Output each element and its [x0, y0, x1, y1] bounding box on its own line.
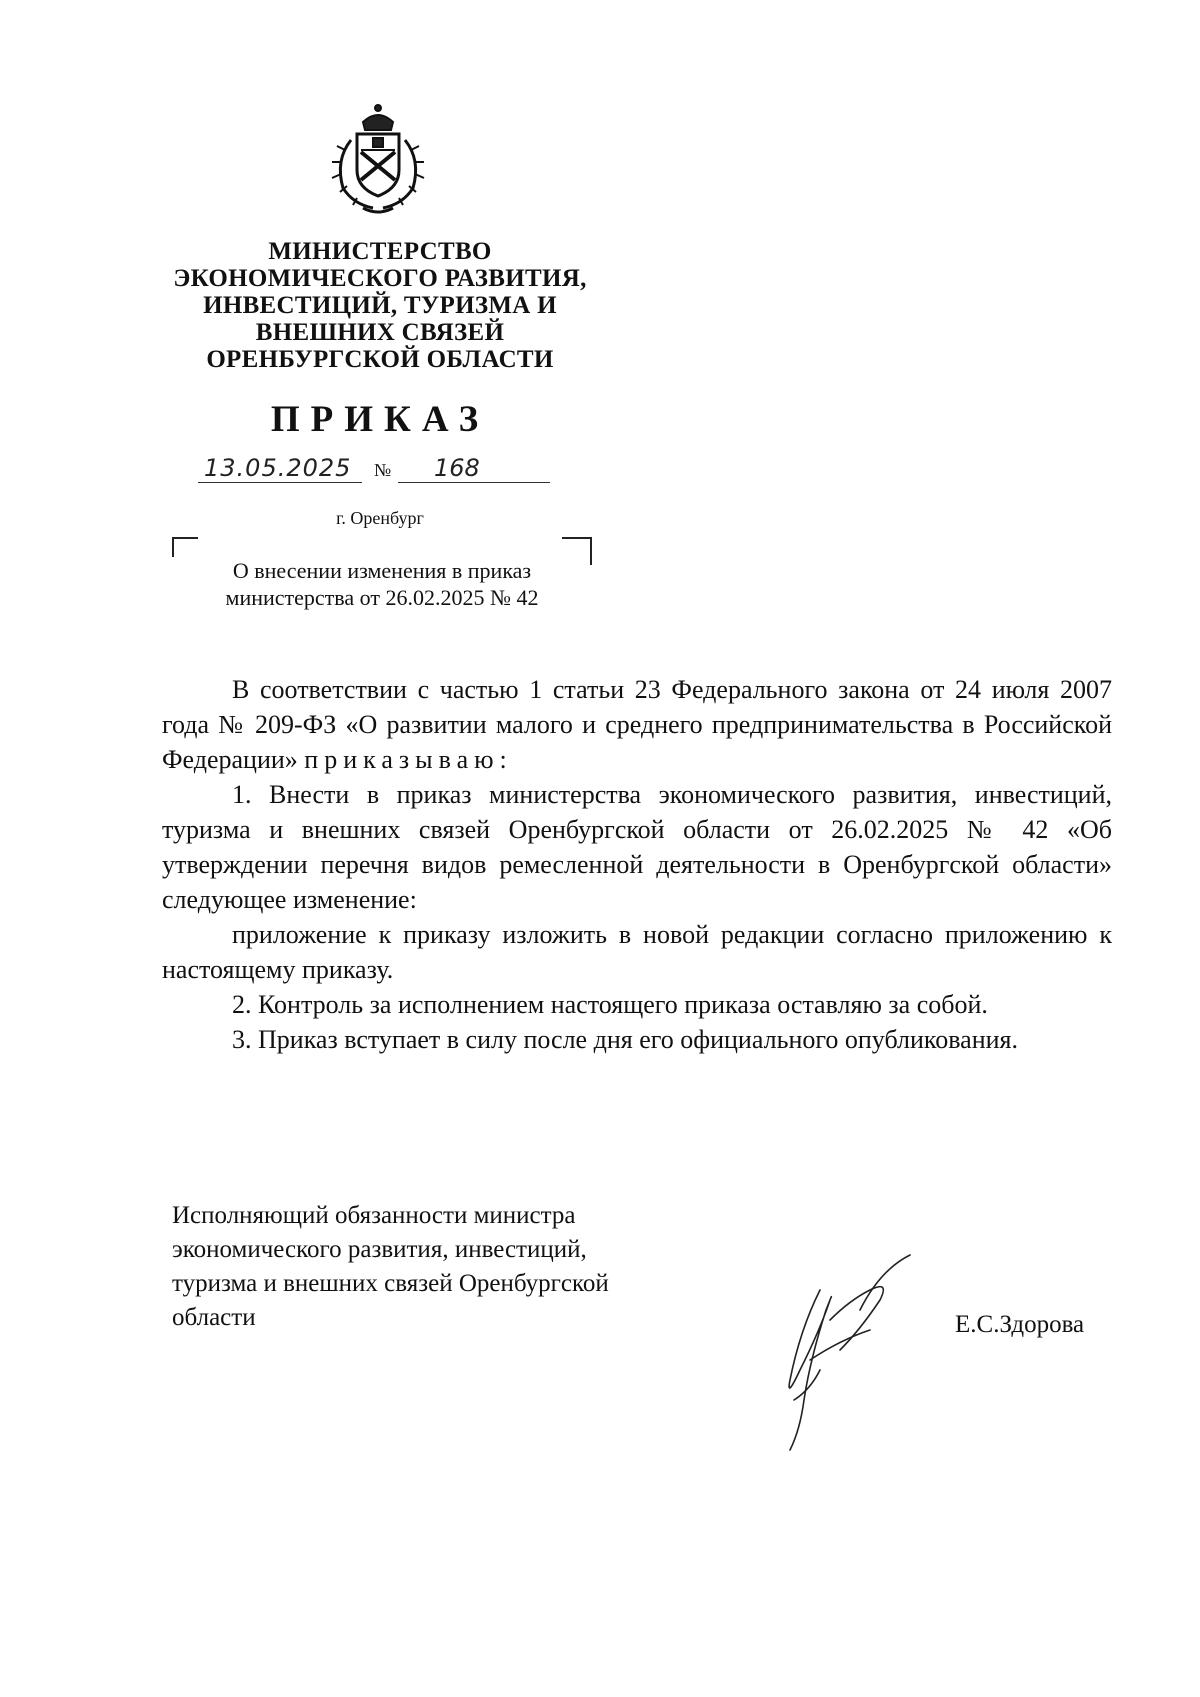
signer-name: Е.С.Здорова	[955, 1311, 1085, 1338]
number-sign: №	[374, 460, 392, 480]
item-3: 3. Приказ вступает в силу после дня его официального опубликования.	[232, 1025, 1018, 1054]
position-line: туризма и внешних связей Оренбургской	[172, 1270, 609, 1297]
ministry-name-line: ЭКОНОМИЧЕСКОГО РАЗВИТИЯ,	[173, 265, 587, 292]
ministry-name	[140, 238, 620, 373]
city: г. Оренбург	[336, 508, 424, 528]
intro-colon: :	[499, 745, 507, 774]
coat-of-arms-emblem	[323, 100, 433, 220]
document-type-title: ПРИКАЗ	[270, 399, 490, 440]
document-subject	[172, 557, 592, 611]
document-body	[162, 672, 1112, 1057]
document-number: 168	[398, 454, 550, 483]
document-date: 13.05.2025	[198, 454, 362, 483]
intro-paragraph	[162, 672, 1112, 777]
signatory-position	[172, 1199, 692, 1335]
position-line: Исполняющий обязанности министра	[172, 1202, 576, 1229]
ministry-name-line: МИНИСТЕРСТВО	[268, 238, 492, 265]
subject-line: министерства от 26.02.2025 № 42	[225, 585, 539, 610]
subject-line: О внесении изменения в приказ	[232, 558, 532, 583]
ministry-name-line: ОРЕНБУРГСКОЙ ОБЛАСТИ	[206, 346, 554, 373]
position-line: области	[172, 1304, 256, 1331]
bracket-top-left	[172, 537, 198, 557]
item-1: 1. Внести в приказ министерства экономического развития, инвестиций, туризма и внешних связей Оренбургской области от 26.02.2025 № 42 «Об утверждении перечня видов ремесленной деятельности в Оренбургской области» следующее изменение:	[162, 780, 1112, 914]
handwritten-signature	[760, 1250, 920, 1460]
ministry-name-line: ВНЕШНИХ СВЯЗЕЙ	[255, 319, 505, 346]
order-word: приказываю	[304, 745, 500, 774]
position-line: экономического развития, инвестиций,	[172, 1236, 587, 1263]
ministry-name-line: ИНВЕСТИЦИЙ, ТУРИЗМА И	[203, 292, 557, 319]
item-1-sub: приложение к приказу изложить в новой редакции согласно приложению к настоящему приказу.	[162, 920, 1112, 984]
intro-text: В соответствии с частью 1 статьи 23 Федерального закона от 24 июля 2007 года № 209-ФЗ «О развитии малого и среднего предпринимательства в Российской Федерации»	[162, 675, 1112, 774]
item-2: 2. Контроль за исполнением настоящего приказа оставляю за собой.	[232, 990, 988, 1019]
date-number-line	[198, 454, 552, 484]
